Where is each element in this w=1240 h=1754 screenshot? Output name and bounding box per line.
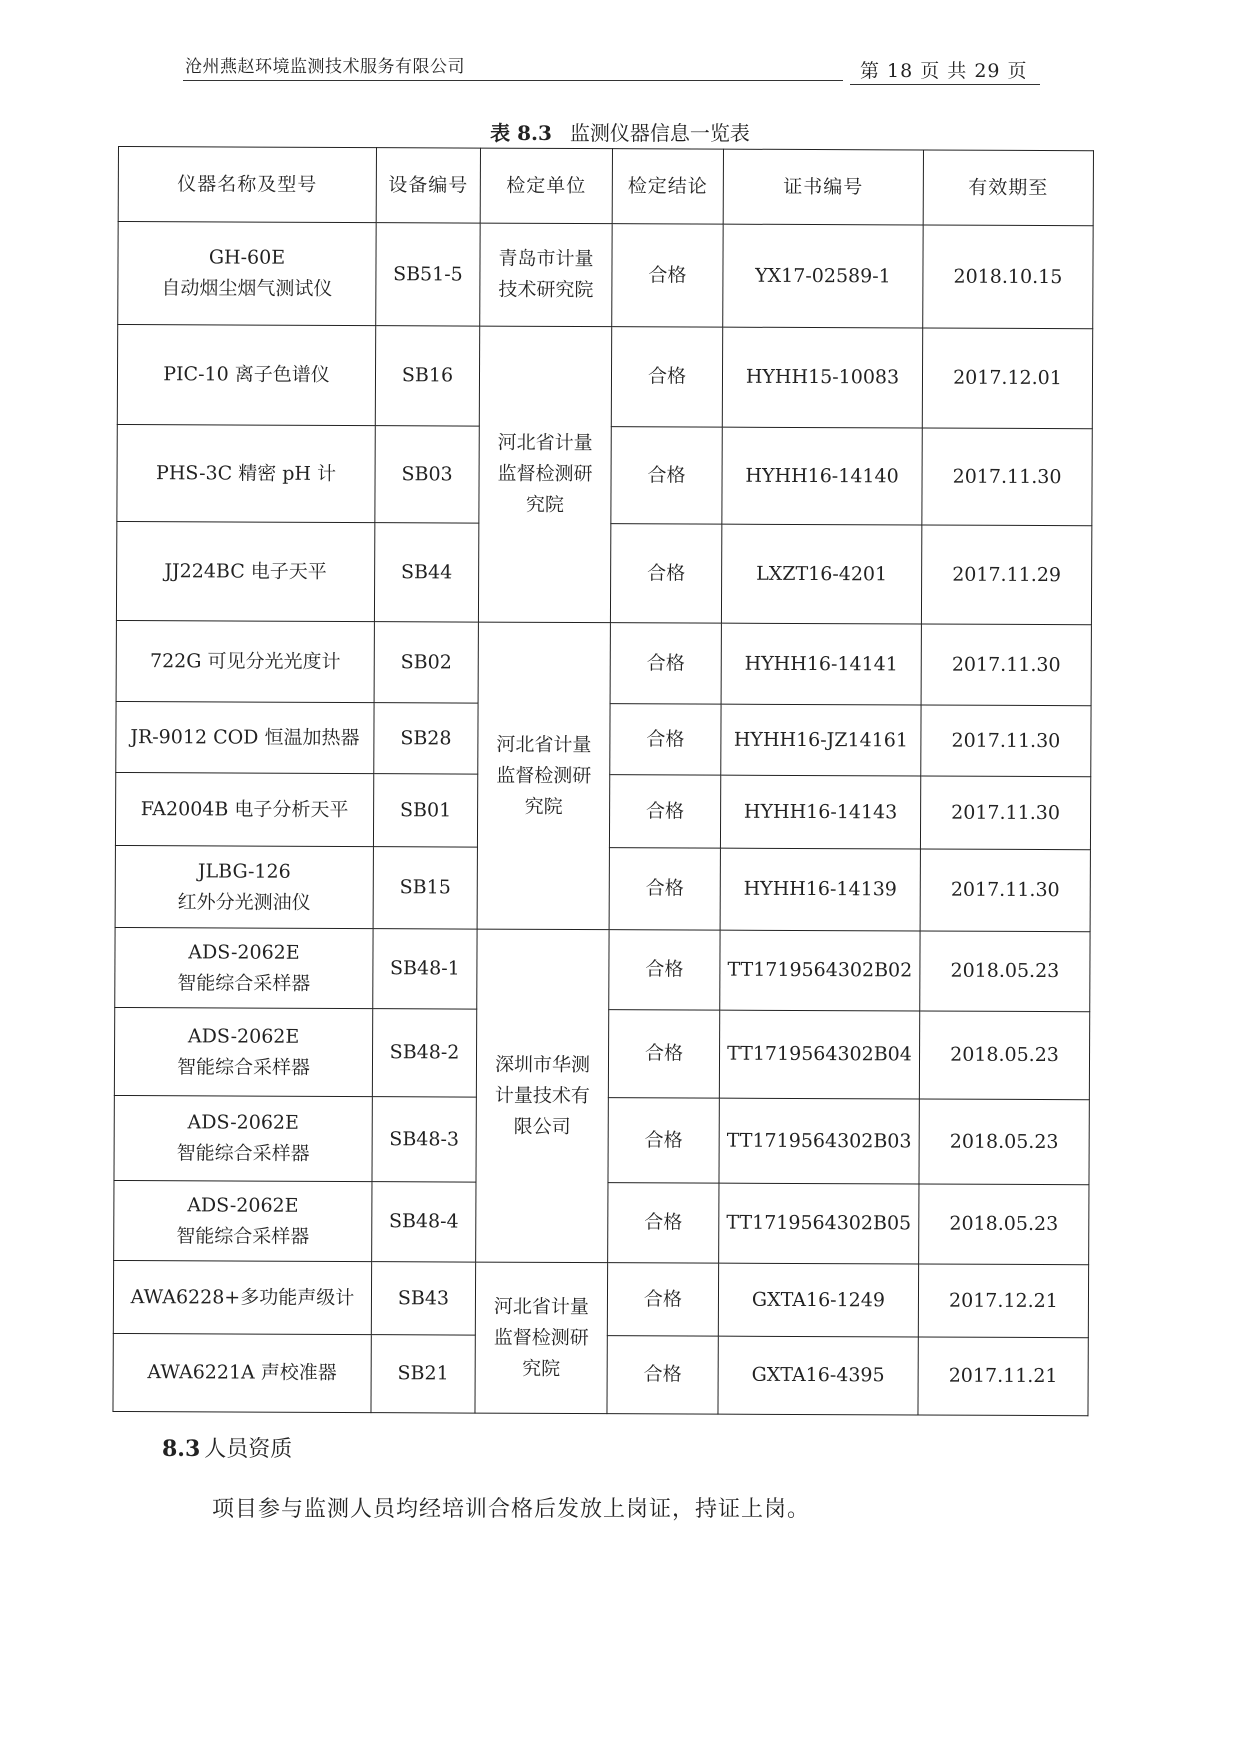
device-id-cell: SB28 [374,703,478,774]
calibration-result-cell: 合格 [607,1336,718,1414]
certificate-number-cell: GXTA16-4395 [718,1336,918,1415]
calibration-result-cell: 合格 [611,427,722,524]
instrument-name-cell: FA2004B 电子分析天平 [115,772,373,846]
certificate-number-cell: TT1719564302B05 [719,1183,919,1264]
certificate-number-cell: TT1719564302B03 [719,1098,919,1184]
valid-until-cell: 2018.05.23 [919,1099,1089,1185]
device-id-cell: SB48-3 [372,1097,476,1182]
instrument-name-cell: PIC-10 离子色谱仪 [117,325,375,426]
instrument-name-cell: JJ224BC 电子天平 [116,521,374,621]
table-caption [0,117,1240,146]
valid-until-cell: 2017.11.30 [920,776,1090,850]
calibration-unit-cell: 河北省计量 监督检测研 究院 [475,1262,608,1414]
instrument-name-cell: JR-9012 COD 恒温加热器 [116,701,374,773]
device-id-cell: SB43 [371,1262,475,1335]
col-header-cert: 证书编号 [723,149,923,225]
instrument-name-cell: 722G 可见分光光度计 [116,620,374,702]
col-header-id: 设备编号 [376,148,480,223]
certificate-number-cell: HYHH16-JZ14161 [721,704,921,776]
calibration-result-cell: 合格 [607,1263,718,1336]
instrument-name-cell: ADS-2062E 智能综合采样器 [114,1095,372,1181]
header-rule [183,80,843,81]
device-id-cell: SB03 [375,426,479,523]
header-company-name: 沧州燕赵环境监测技术服务有限公司 [185,57,465,77]
valid-until-cell: 2017.12.21 [918,1264,1088,1338]
instrument-name-cell: PHS-3C 精密 pH 计 [117,424,375,522]
col-header-result: 检定结论 [612,149,723,224]
certificate-number-cell: HYHH16-14143 [720,775,920,849]
col-header-valid: 有效期至 [923,150,1093,226]
device-id-cell: SB02 [374,622,478,703]
calibration-result-cell: 合格 [610,704,721,775]
header-page-number: 第 18 页 共 29 页 [860,60,1028,82]
valid-until-cell: 2017.11.21 [918,1337,1088,1416]
table-caption-title: 监测仪器信息一览表 [569,121,750,145]
valid-until-cell: 2018.10.15 [923,225,1093,329]
certificate-number-cell: HYHH16-14139 [720,848,920,931]
calibration-result-cell: 合格 [612,224,723,327]
valid-until-cell: 2017.11.30 [920,849,1090,932]
calibration-unit-cell: 深圳市华测 计量技术有 限公司 [476,929,609,1263]
device-id-cell: SB01 [373,774,477,847]
table-row [115,927,1090,1011]
calibration-result-cell: 合格 [610,623,721,704]
instrument-name-cell: JLBG-126 红外分光测油仪 [115,845,373,928]
instrument-name-cell: AWA6228+多功能声级计 [113,1260,371,1334]
device-id-cell: SB21 [371,1335,475,1413]
calibration-result-cell: 合格 [609,848,720,930]
valid-until-cell: 2017.11.29 [921,525,1091,625]
section-title: 人员资质 [204,1437,293,1462]
certificate-number-cell: GXTA16-1249 [718,1263,918,1337]
table-caption-number: 表 8.3 [490,121,552,145]
table-row [113,1260,1088,1337]
section-heading [162,1432,292,1463]
calibration-result-cell: 合格 [608,1183,719,1263]
device-id-cell: SB44 [374,523,478,622]
device-id-cell: SB48-2 [372,1009,476,1097]
section-number: 8.3 [162,1436,201,1462]
instrument-name-cell: ADS-2062E 智能综合采样器 [115,927,373,1008]
certificate-number-cell: YX17-02589-1 [723,224,923,328]
table-body [113,222,1093,1416]
calibration-unit-cell: 青岛市计量 技术研究院 [480,223,612,327]
valid-until-cell: 2018.05.23 [920,931,1090,1012]
table-row [117,325,1092,429]
table-row [116,620,1091,705]
instrument-name-cell: GH-60E 自动烟尘烟气测试仪 [118,222,376,326]
col-header-unit: 检定单位 [480,148,612,224]
header-rule-page [850,84,1040,85]
valid-until-cell: 2017.11.30 [922,428,1092,526]
calibration-result-cell: 合格 [611,327,722,427]
certificate-number-cell: LXZT16-4201 [721,524,921,624]
certificate-number-cell: TT1719564302B02 [720,930,920,1011]
section-body: 项目参与监测人员均经培训合格后发放上岗证，持证上岗。 [212,1497,811,1522]
device-id-cell: SB16 [375,326,479,426]
certificate-number-cell: HYHH15-10083 [722,327,922,428]
valid-until-cell: 2017.11.30 [921,624,1091,706]
calibration-result-cell: 合格 [609,930,720,1010]
certificate-number-cell: TT1719564302B04 [719,1010,919,1099]
valid-until-cell: 2017.12.01 [922,328,1092,429]
device-id-cell: SB48-1 [373,929,477,1009]
instrument-table [112,146,1094,1416]
device-id-cell: SB48-4 [372,1182,476,1262]
device-id-cell: SB15 [373,847,477,929]
calibration-unit-cell: 河北省计量 监督检测研 究院 [478,326,611,623]
table-row [118,222,1093,329]
calibration-result-cell: 合格 [608,1010,719,1098]
calibration-result-cell: 合格 [610,524,721,623]
certificate-number-cell: HYHH16-14141 [721,623,921,705]
instrument-name-cell: ADS-2062E 智能综合采样器 [114,1180,372,1261]
device-id-cell: SB51-5 [376,223,480,326]
instrument-name-cell: AWA6221A 声校准器 [113,1333,371,1412]
valid-until-cell: 2018.05.23 [919,1011,1089,1100]
certificate-number-cell: HYHH16-14140 [722,427,922,525]
table-header-row [118,147,1093,226]
calibration-result-cell: 合格 [608,1098,719,1183]
valid-until-cell: 2017.11.30 [921,705,1091,777]
valid-until-cell: 2018.05.23 [919,1184,1089,1265]
instrument-name-cell: ADS-2062E 智能综合采样器 [114,1007,372,1096]
calibration-result-cell: 合格 [609,775,720,848]
col-header-name: 仪器名称及型号 [118,147,376,223]
calibration-unit-cell: 河北省计量 监督检测研 究院 [477,622,610,930]
